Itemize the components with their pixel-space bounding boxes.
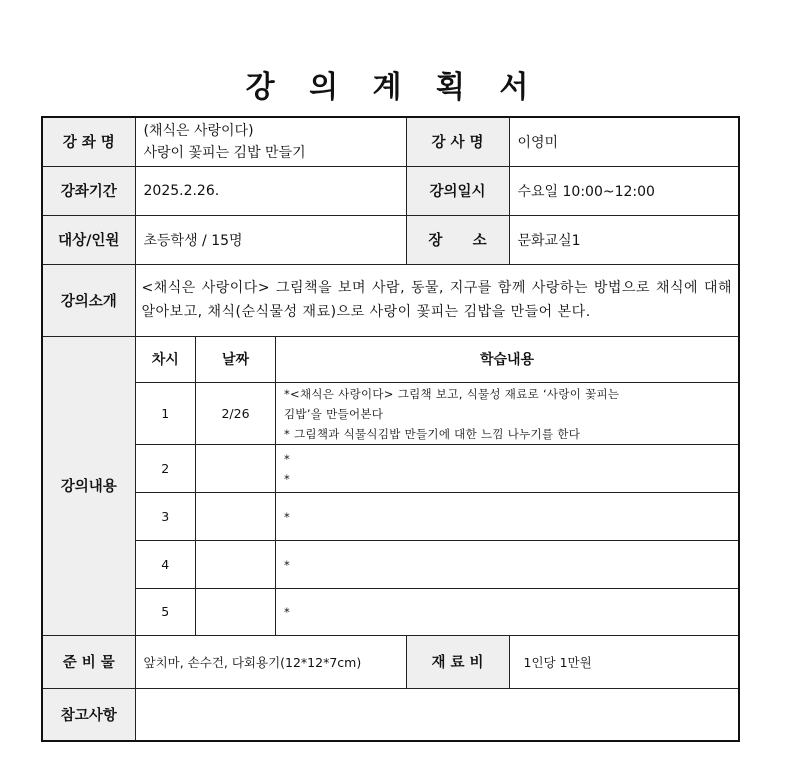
schedule-value: 수요일 10:00~12:00 — [509, 166, 739, 215]
session-content-line: 김밥’을 만들어본다 — [284, 406, 384, 421]
row-notes — [42, 688, 739, 741]
intro-text: <채식은 사랑이다> 그림책을 보며 사람, 동물, 지구를 함께 사랑하는 방법으로 채식에 대해 알아보고, 채식(순식물성 재료)으로 사랑이 꽃피는 김밥을 만들어 본다. — [135, 264, 739, 336]
session-row — [136, 541, 739, 589]
session-header-date: 날짜 — [196, 337, 276, 383]
supplies-value: 앞치마, 손수건, 다회용기(12*12*7cm) — [135, 635, 406, 688]
session-number: 5 — [136, 589, 196, 635]
row-supplies — [42, 635, 739, 688]
label-notes: 참고사항 — [42, 688, 135, 741]
session-date — [196, 541, 276, 589]
session-content-line: *<채식은 사랑이다> 그림책 보고, 식물성 재료로 ‘사랑이 꽃피는 — [284, 386, 620, 401]
session-content — [276, 383, 739, 445]
row-target — [42, 215, 739, 264]
session-header-number: 차시 — [136, 337, 196, 383]
target-value: 초등학생 / 15명 — [135, 215, 406, 264]
session-row — [136, 493, 739, 541]
session-content — [276, 445, 739, 493]
label-intro: 강의소개 — [42, 264, 135, 336]
session-table — [136, 337, 739, 635]
session-content-line: * — [284, 471, 291, 486]
session-header-content: 학습내용 — [276, 337, 739, 383]
course-name-line2: 사랑이 꽃피는 김밥 만들기 — [143, 144, 306, 161]
label-target: 대상/인원 — [42, 215, 135, 264]
session-row — [136, 383, 739, 445]
course-name-line1: (채식은 사랑이다) — [143, 122, 254, 139]
session-content: * — [276, 493, 739, 541]
label-material-fee: 재 료 비 — [406, 635, 509, 688]
row-course — [42, 117, 739, 166]
document-title: 강 의 계 획 서 — [245, 70, 541, 105]
course-name-value — [135, 117, 406, 166]
session-date: 2/26 — [196, 383, 276, 445]
label-period: 강좌기간 — [42, 166, 135, 215]
session-content-line: * 그림책과 식물식김밥 만들기에 대한 느낌 나누기를 한다 — [284, 426, 581, 441]
row-intro — [42, 264, 739, 336]
session-table-cell — [135, 336, 739, 635]
venue-value: 문화교실1 — [509, 215, 739, 264]
label-content: 강의내용 — [42, 336, 135, 635]
label-venue: 장 소 — [406, 215, 509, 264]
row-period — [42, 166, 739, 215]
session-number: 1 — [136, 383, 196, 445]
session-content: * — [276, 541, 739, 589]
session-date — [196, 493, 276, 541]
label-instructor: 강 사 명 — [406, 117, 509, 166]
lecture-plan-table — [41, 116, 740, 742]
session-header-row — [136, 337, 739, 383]
session-date — [196, 589, 276, 635]
session-number: 3 — [136, 493, 196, 541]
session-row — [136, 445, 739, 493]
session-content: * — [276, 589, 739, 635]
period-value: 2025.2.26. — [135, 166, 406, 215]
label-schedule: 강의일시 — [406, 166, 509, 215]
material-fee-value: 1인당 1만원 — [509, 635, 739, 688]
session-row — [136, 589, 739, 635]
label-supplies: 준 비 물 — [42, 635, 135, 688]
session-number: 2 — [136, 445, 196, 493]
notes-value — [135, 688, 739, 741]
label-course-name: 강 좌 명 — [42, 117, 135, 166]
session-content-line: * — [284, 451, 291, 466]
row-content — [42, 336, 739, 635]
instructor-value: 이영미 — [509, 117, 739, 166]
session-number: 4 — [136, 541, 196, 589]
session-date — [196, 445, 276, 493]
